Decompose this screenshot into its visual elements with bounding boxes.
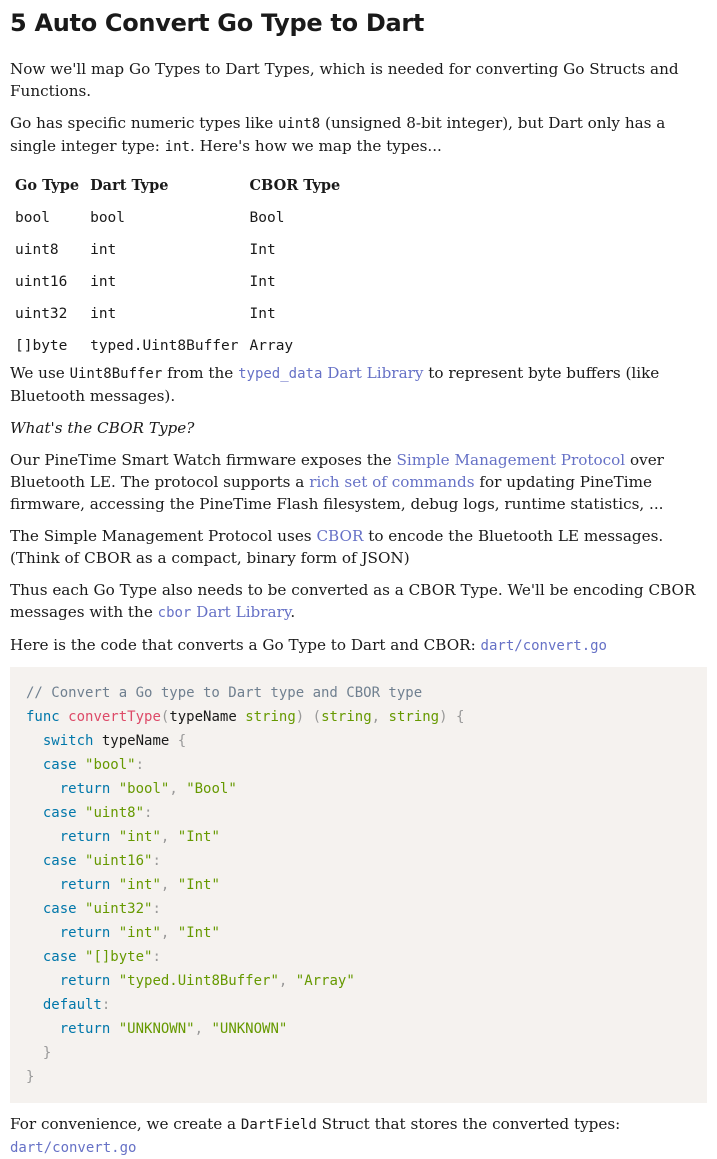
code-string: "Bool" xyxy=(186,781,237,797)
code-comment: // Convert a Go type to Dart type and CBOR type xyxy=(26,685,423,701)
table-cell: int xyxy=(90,242,117,258)
code-string: "Int" xyxy=(177,925,220,941)
code-string: "UNKNOWN" xyxy=(118,1021,195,1037)
code-string: "uint16" xyxy=(85,853,153,869)
text: Struct that stores the converted types: xyxy=(316,1115,621,1133)
link-code: typed_data xyxy=(238,366,323,382)
code-string: "bool" xyxy=(85,757,136,773)
cbor-link[interactable]: CBOR xyxy=(316,527,364,545)
text: to encode the Bluetooth LE messages. (Think of CBOR as a compact, binary form of JSON) xyxy=(10,527,664,567)
text: . xyxy=(290,603,296,621)
text: The Simple Management Protocol uses xyxy=(10,527,317,545)
text: Go has specific numeric types like xyxy=(10,114,279,132)
text: over Bluetooth LE. The protocol supports a xyxy=(10,451,664,491)
table-cell: uint16 xyxy=(15,274,68,290)
column-header-go-type: Go Type xyxy=(15,177,80,194)
code-block: // Convert a Go type to Dart type and CBOR type func convertType(typeName string) (string, string) { switch typeName { case "bool": return "bool", "Bool" case "uint8": return "int", "Int" case "uint16": return "int", "Int" case "uint32": return "int", "Int" case "[]byte": return "typed.Uint8Buffer", "Array" default: return "UNKNOWN", "UNKNOWN" } } xyxy=(10,667,707,1103)
code-string: "int" xyxy=(118,925,161,941)
simple-management-protocol-link[interactable]: Simple Management Protocol xyxy=(396,451,626,469)
intro-paragraph: Now we'll map Go Types to Dart Types, which is needed for converting Go Structs and Functions. xyxy=(10,60,679,100)
code-string: "Int" xyxy=(177,829,220,845)
text: We use xyxy=(10,364,70,382)
code-type: string xyxy=(245,709,296,725)
code-param: typeName xyxy=(169,709,237,725)
text: For convenience, we create a xyxy=(10,1115,241,1133)
table-cell: Int xyxy=(249,306,276,322)
code-string: "UNKNOWN" xyxy=(211,1021,288,1037)
code-string: "[]byte" xyxy=(85,949,153,965)
code-keyword: func xyxy=(26,709,60,725)
code-type: string xyxy=(388,709,440,725)
table-row xyxy=(10,234,346,266)
text: Our PineTime Smart Watch firmware exposes the xyxy=(10,451,397,469)
cbor-library-link[interactable] xyxy=(158,603,291,621)
code-string: "uint32" xyxy=(85,901,153,917)
text: for updating PineTime firmware, accessing the PineTime Flash filesystem, debug logs, runtime statistics, ... xyxy=(10,473,664,513)
code-keyword: default xyxy=(42,997,102,1013)
table-cell: typed.Uint8Buffer xyxy=(90,338,239,354)
table-cell: Bool xyxy=(249,210,285,226)
uint8buffer-paragraph xyxy=(10,362,707,407)
table-cell: int xyxy=(90,306,117,322)
code-keyword: case xyxy=(42,805,77,821)
convenience-paragraph xyxy=(10,1113,707,1159)
rich-set-of-commands-link[interactable]: rich set of commands xyxy=(309,473,475,491)
smp-paragraph xyxy=(10,525,707,569)
table-cell: bool xyxy=(15,210,50,226)
table-row xyxy=(10,202,346,234)
text: (unsigned 8-bit integer), but Dart only has a single integer type: xyxy=(10,114,666,155)
code-function-name: convertType xyxy=(68,709,161,725)
table-cell: Int xyxy=(249,242,276,258)
code-string: "int" xyxy=(118,877,161,893)
convert-go-link[interactable]: dart/convert.go xyxy=(10,1140,137,1156)
code-param: typeName xyxy=(101,733,170,749)
code-string: "typed.Uint8Buffer" xyxy=(118,973,279,989)
link-text: Dart Library xyxy=(322,364,424,382)
text: Here is the code that converts a Go Type to Dart and CBOR: xyxy=(10,636,481,654)
code-string: "Array" xyxy=(295,973,355,989)
code-string: "int" xyxy=(118,829,161,845)
code-string: "uint8" xyxy=(85,805,145,821)
code-type: string xyxy=(321,709,372,725)
code-keyword: return xyxy=(59,829,111,845)
table-cell: bool xyxy=(90,210,126,226)
code-keyword: return xyxy=(59,781,111,797)
code-keyword: case xyxy=(42,757,77,773)
numeric-types-paragraph xyxy=(10,112,707,158)
link-code: cbor xyxy=(157,605,192,621)
table-header-row xyxy=(10,170,346,202)
code-keyword: case xyxy=(42,853,77,869)
table-cell: uint32 xyxy=(15,306,68,322)
inline-code: uint8 xyxy=(278,116,321,132)
link-text: Dart Library xyxy=(191,603,291,621)
table-cell: Int xyxy=(249,274,276,290)
section-heading: 5 Auto Convert Go Type to Dart xyxy=(10,9,425,37)
table-row xyxy=(10,266,346,298)
code-string: "Int" xyxy=(177,877,220,893)
type-mapping-table xyxy=(10,170,346,362)
inline-code: Uint8Buffer xyxy=(69,366,163,382)
code-keyword: case xyxy=(42,901,77,917)
typed-data-library-link[interactable] xyxy=(238,364,423,382)
article xyxy=(0,8,717,1159)
code-string: "bool" xyxy=(118,781,170,797)
inline-code: int xyxy=(164,139,190,155)
text: from the xyxy=(162,364,239,382)
table-cell: uint8 xyxy=(15,242,59,258)
inline-code: DartField xyxy=(240,1117,317,1133)
code-keyword: case xyxy=(42,949,77,965)
code-keyword: return xyxy=(59,925,111,941)
text: . Here's how we map the types... xyxy=(190,137,442,155)
column-header-dart-type: Dart Type xyxy=(90,177,169,194)
text: Thus each Go Type also needs to be converted as a CBOR Type. We'll be encoding CBOR messages with the xyxy=(10,581,696,621)
cbor-question: What's the CBOR Type? xyxy=(10,419,195,437)
code-keyword: return xyxy=(59,877,111,893)
column-header-cbor-type: CBOR Type xyxy=(249,177,341,194)
pinetime-paragraph xyxy=(10,449,707,515)
table-cell: []byte xyxy=(15,338,68,354)
table-cell: int xyxy=(90,274,117,290)
thus-paragraph xyxy=(10,579,707,624)
code-intro-paragraph xyxy=(10,634,707,657)
convert-go-link[interactable]: dart/convert.go xyxy=(480,638,607,654)
table-row xyxy=(10,298,346,330)
code-keyword: return xyxy=(59,973,111,989)
code-keyword: return xyxy=(59,1021,111,1037)
table-row xyxy=(10,330,346,362)
table-cell: Array xyxy=(249,338,294,354)
code-keyword: switch xyxy=(42,733,94,749)
text: to represent byte buffers (like Bluetooth messages). xyxy=(10,364,660,405)
